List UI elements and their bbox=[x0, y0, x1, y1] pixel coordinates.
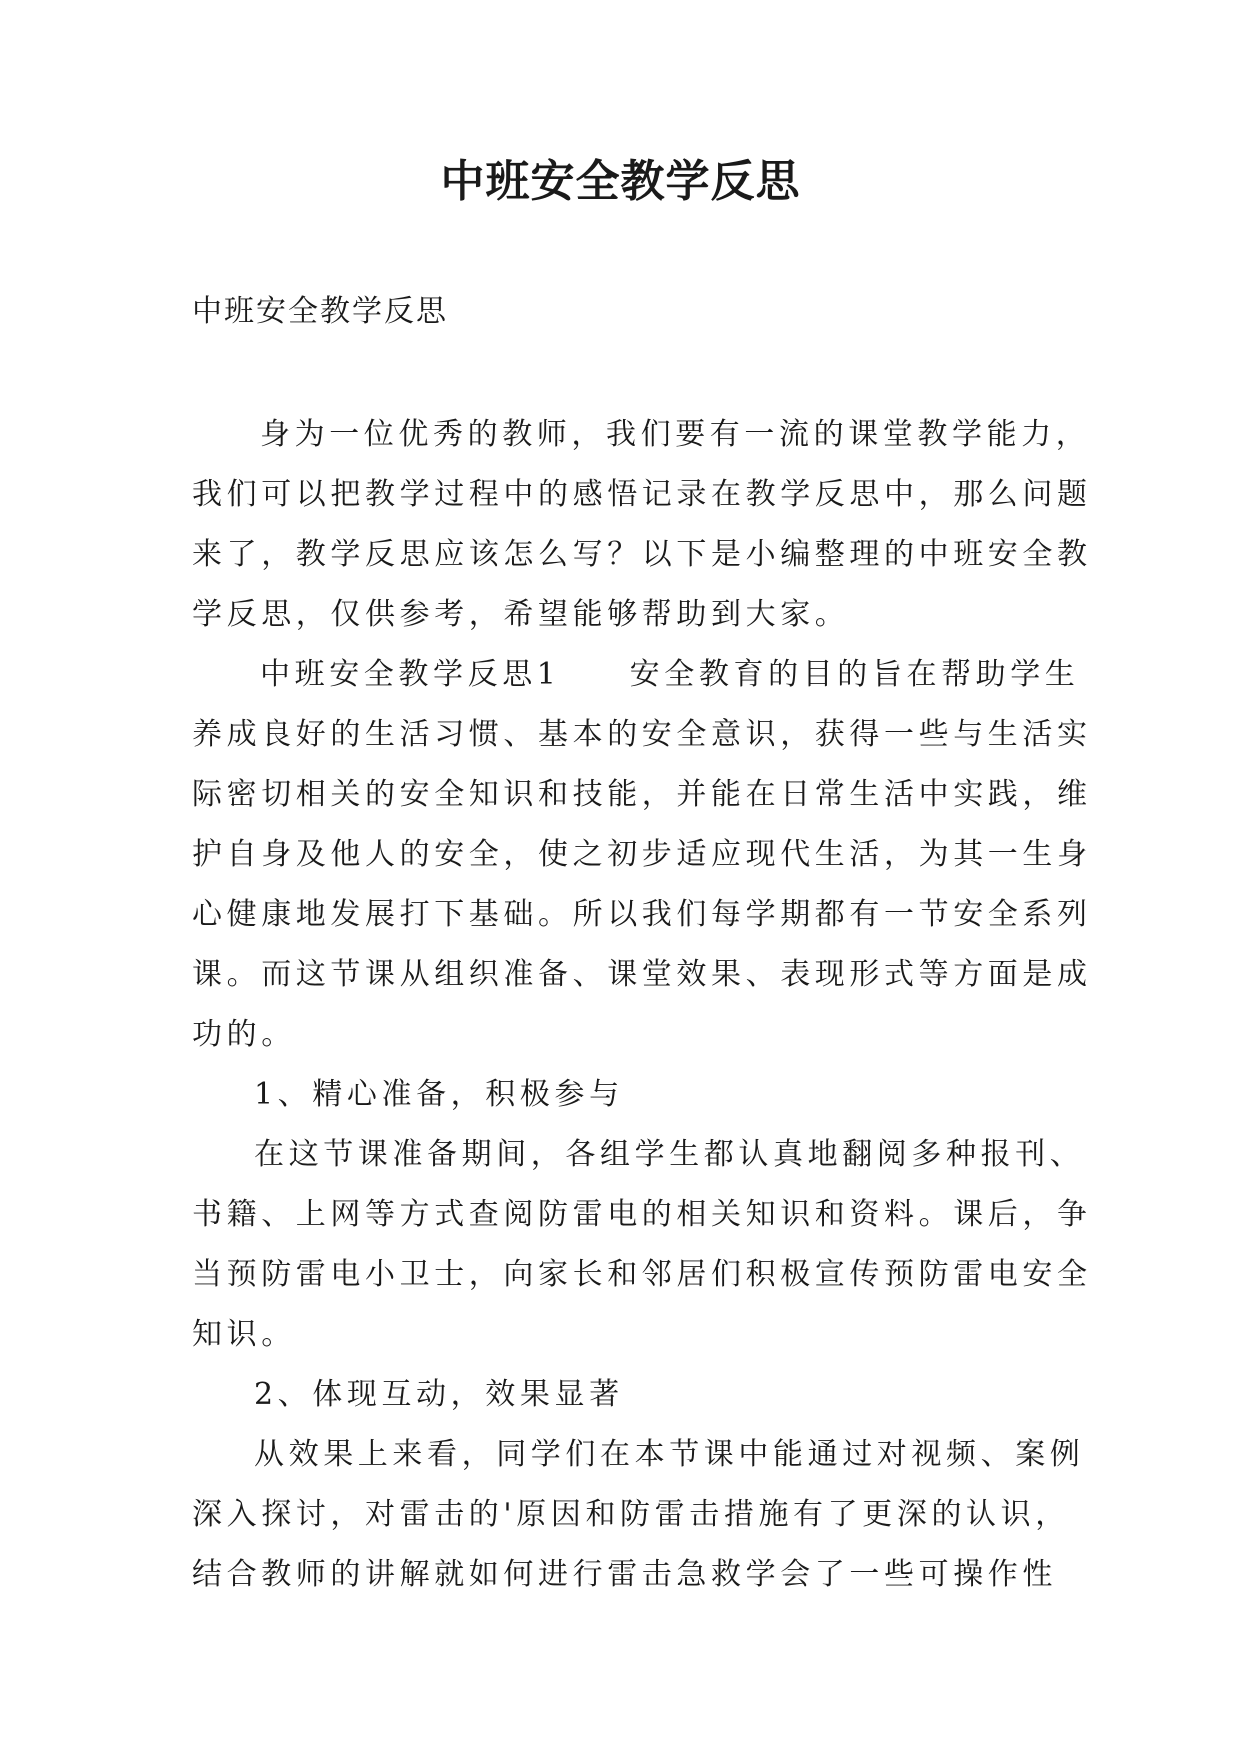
paragraph-line: 心健康地发展打下基础。所以我们每学期都有一节安全系列 bbox=[192, 897, 1092, 932]
paragraph-line: 深入探讨，对雷击的'原因和防雷击措施有了更深的认识， bbox=[192, 1497, 1070, 1532]
paragraph-line: 在这节课准备期间，各组学生都认真地翻阅多种报刊、 bbox=[254, 1137, 1085, 1172]
paragraph-line: 来了，教学反思应该怎么写？以下是小编整理的中班安全教 bbox=[192, 537, 1092, 572]
paragraph-line: 当预防雷电小卫士，向家长和邻居们积极宣传预防雷电安全 bbox=[192, 1257, 1092, 1292]
paragraph-line: 课。而这节课从组织准备、课堂效果、表现形式等方面是成 bbox=[192, 957, 1092, 992]
paragraph-line: 书籍、上网等方式查阅防雷电的相关知识和资料。课后，争 bbox=[192, 1197, 1092, 1232]
paragraph-line: 身为一位优秀的教师，我们要有一流的课堂教学能力， bbox=[260, 417, 1091, 452]
paragraph-line: 护自身及他人的安全，使之初步适应现代生活，为其一生身 bbox=[192, 837, 1092, 872]
paragraph-line: 际密切相关的安全知识和技能，并能在日常生活中实践，维 bbox=[192, 777, 1092, 812]
subheading-line: 1、精心准备，积极参与 bbox=[254, 1077, 624, 1112]
subheading-line: 2、体现互动，效果显著 bbox=[254, 1377, 624, 1412]
section-heading-line: 中班安全教学反思1 安全教育的目的旨在帮助学生 bbox=[260, 657, 1080, 692]
document-title: 中班安全教学反思 bbox=[440, 156, 801, 207]
paragraph-line: 结合教师的讲解就如何进行雷击急救学会了一些可操作性 bbox=[192, 1557, 1057, 1592]
paragraph-line: 功的。 bbox=[192, 1017, 296, 1052]
paragraph-line: 从效果上来看，同学们在本节课中能通过对视频、案例 bbox=[254, 1437, 1085, 1472]
paragraph-line: 我们可以把教学过程中的感悟记录在教学反思中，那么问题 bbox=[192, 477, 1092, 512]
paragraph-line: 学反思，仅供参考，希望能够帮助到大家。 bbox=[192, 597, 850, 632]
paragraph-line: 知识。 bbox=[192, 1317, 296, 1352]
paragraph-line: 养成良好的生活习惯、基本的安全意识，获得一些与生活实 bbox=[192, 717, 1092, 752]
document-body bbox=[192, 405, 1092, 1605]
document-subtitle: 中班安全教学反思 bbox=[192, 294, 448, 329]
